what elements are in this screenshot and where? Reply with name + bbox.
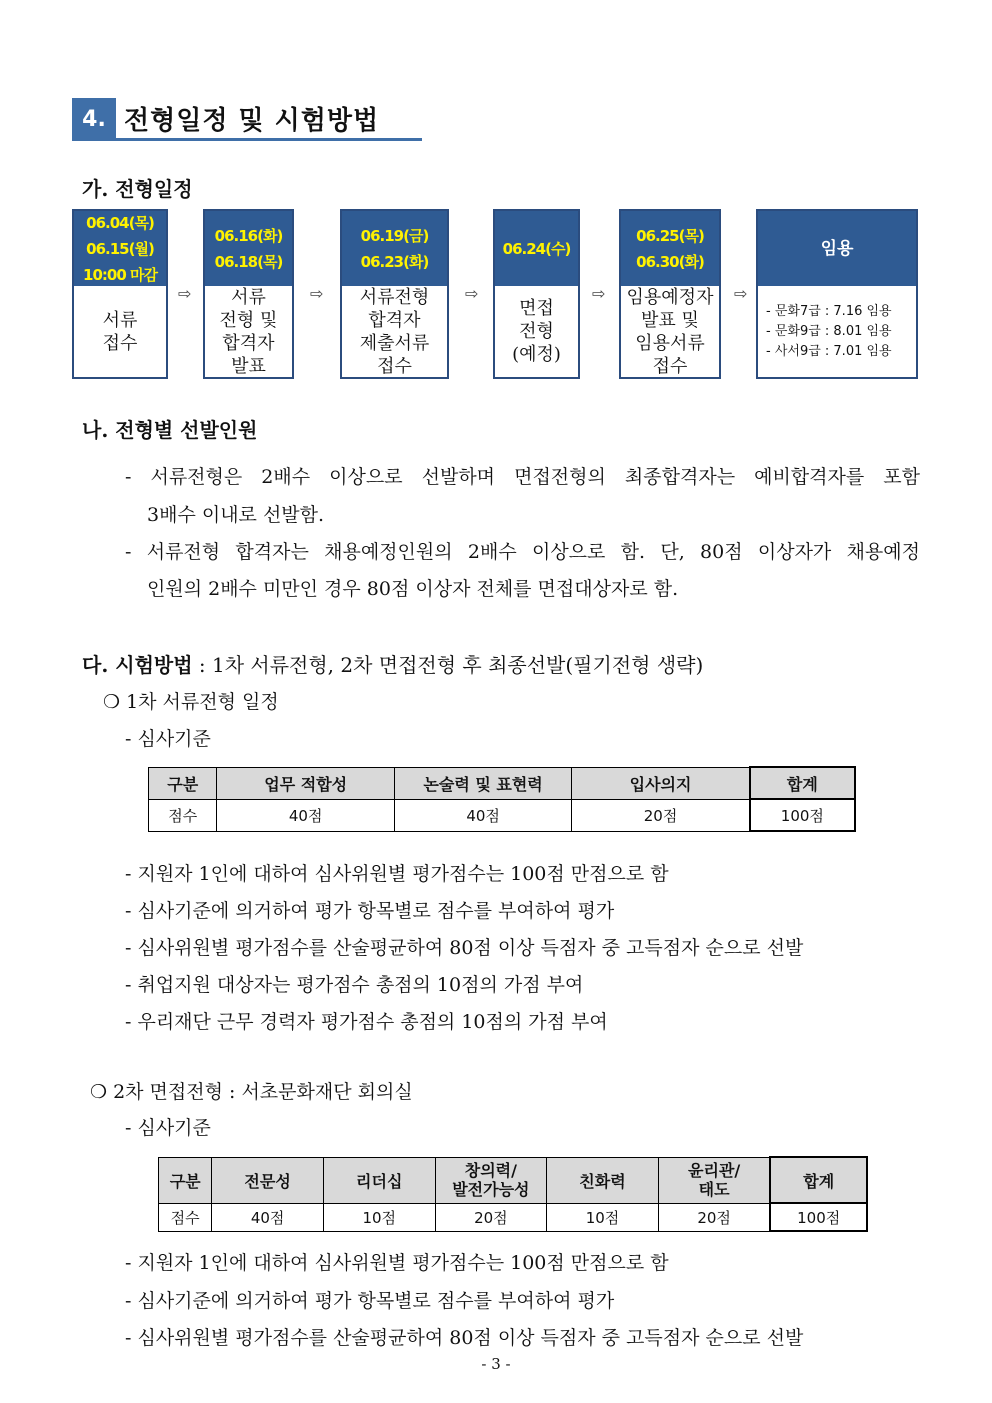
flow-label-line: 면접: [519, 298, 554, 319]
selection-line-1: - 서류전형은 2배수 이상으로 선발하며 면접전형의 최종합격자는 예비합격자를 포함: [125, 466, 920, 488]
header-leadership: 리더십: [323, 1157, 435, 1203]
flow-step-label: [758, 286, 916, 377]
flow-step-label: [495, 286, 578, 377]
header-category-2: 구분: [159, 1157, 212, 1203]
first-note-3: - 심사위원별 평가점수를 산술평균하여 80점 이상 득점자 중 고득점자 순으로 선발: [125, 937, 804, 959]
flow-label-line: 합격자: [368, 309, 421, 331]
flow-step-document-submission: [340, 209, 449, 379]
flow-date: 06.24(수): [502, 239, 571, 258]
header-total-2: 합계: [770, 1157, 867, 1203]
section-title: 전형일정 및 시험방법: [124, 106, 380, 136]
flow-date: 06.04(목): [86, 213, 154, 232]
flow-step-appointment: [756, 209, 918, 379]
flow-step-label: [621, 286, 719, 377]
flow-date: 06.16(화): [214, 226, 283, 245]
second-stage-table: [158, 1156, 868, 1232]
cell-category: 점수: [149, 799, 217, 831]
header-writing: 논술력 및 표현력: [394, 767, 571, 799]
first-stage-criteria: - 심사기준: [125, 728, 211, 750]
first-stage-title: ❍ 1차 서류전형 일정: [103, 691, 279, 713]
selection-line-2: 3배수 이내로 선발함.: [147, 504, 325, 526]
header-category: 구분: [149, 767, 217, 799]
flow-label-line: 서류: [102, 309, 138, 331]
flow-step-dates: [621, 211, 719, 286]
flow-arrow-icon: ⇨: [592, 284, 606, 303]
header-job-fit: 업무 적합성: [217, 767, 394, 799]
flow-label-line: 발표: [231, 355, 266, 377]
header-ethics: 윤리관/ 태도: [658, 1157, 770, 1203]
second-note-1: - 지원자 1인에 대하여 심사위원별 평가점수는 100점 만점으로 함: [125, 1252, 669, 1274]
page-number: - 3 -: [481, 1355, 511, 1373]
flow-step-dates: [205, 211, 292, 286]
flow-label-line: - 사서9급 : 7.01 임용: [766, 343, 892, 359]
cell-affinity: 10점: [547, 1203, 659, 1231]
selection-line-3: - 서류전형 합격자는 채용예정인원의 2배수 이상으로 함. 단, 80점 이상자가 채용예정: [125, 541, 920, 563]
flow-label-line: - 문화9급 : 8.01 임용: [766, 323, 892, 339]
flow-label-line: 전형: [519, 321, 554, 342]
flow-step-dates: [74, 211, 166, 286]
flow-date: 06.18(목): [214, 252, 283, 271]
flow-step-dates: [495, 211, 578, 286]
flow-label-line: 전형 및: [219, 309, 278, 331]
method-heading-label: 다. 시험방법: [82, 653, 193, 677]
flow-label-line: 서류전형: [359, 286, 430, 308]
header-expertise: 전문성: [212, 1157, 324, 1203]
flow-label-line: 임용서류: [635, 332, 705, 354]
section-number: 4.: [72, 98, 116, 140]
flow-arrow-icon: ⇨: [310, 284, 324, 303]
flow-date: 06.25(목): [636, 226, 704, 245]
flow-label-line: 제출서류: [359, 332, 430, 354]
method-heading: [82, 649, 703, 678]
flow-label-line: 접수: [652, 355, 688, 377]
flow-label-line: 접수: [377, 355, 412, 377]
flow-label-line: 합격자: [222, 332, 275, 354]
flow-arrow-icon: ⇨: [178, 284, 192, 303]
flow-step-label: [342, 286, 447, 377]
header-motivation: 입사의지: [572, 767, 750, 799]
cell-category-2: 점수: [159, 1203, 212, 1231]
cell-ethics: 20점: [658, 1203, 770, 1231]
cell-total-2: 100점: [770, 1203, 867, 1231]
flow-arrow-icon: ⇨: [465, 284, 479, 303]
cell-leadership: 10점: [323, 1203, 435, 1231]
flow-label-line: 임용예정자: [626, 286, 714, 308]
flow-date: 10:00 마감: [83, 265, 157, 284]
cell-creativity: 20점: [435, 1203, 547, 1231]
flow-label-line: (예정): [512, 344, 561, 365]
flow-label-line: 서류: [231, 286, 266, 308]
header-total: 합계: [750, 767, 855, 799]
flow-step-interview: [493, 209, 580, 379]
header-creativity: 창의력/ 발전가능성: [435, 1157, 547, 1203]
flow-arrow-icon: ⇨: [734, 284, 748, 303]
flow-date: 06.23(화): [360, 252, 429, 271]
flow-date: 06.19(금): [360, 226, 429, 245]
first-note-4: - 취업지원 대상자는 평가점수 총점의 10점의 가점 부여: [125, 974, 584, 996]
header-affinity: 친화력: [547, 1157, 659, 1203]
flow-date: 임용: [820, 238, 854, 259]
cell-motivation: 20점: [572, 799, 750, 831]
flow-step-application: [72, 209, 168, 379]
cell-expertise: 40점: [212, 1203, 324, 1231]
flow-date: 06.30(화): [636, 252, 704, 271]
schedule-heading: 가. 전형일정: [82, 177, 193, 201]
section-underline: [72, 138, 422, 141]
flow-step-appointment-notice: [619, 209, 721, 379]
flow-step-label: [74, 286, 166, 377]
second-note-3: - 심사위원별 평가점수를 산술평균하여 80점 이상 득점자 중 고득점자 순으로 선발: [125, 1327, 804, 1349]
second-stage-title: ❍ 2차 면접전형 : 서초문화재단 회의실: [90, 1081, 413, 1103]
selection-line-4: 인원의 2배수 미만인 경우 80점 이상자 전체를 면접대상자로 함.: [147, 578, 679, 600]
cell-total: 100점: [750, 799, 855, 831]
flow-step-screening-result: [203, 209, 294, 379]
flow-label-line: - 문화7급 : 7.16 임용: [766, 303, 892, 319]
flow-label-line: 접수: [102, 332, 138, 354]
flow-date: 06.15(월): [86, 239, 154, 258]
flow-label-line: 발표 및: [641, 309, 699, 331]
cell-job-fit: 40점: [217, 799, 394, 831]
second-stage-criteria: - 심사기준: [125, 1117, 211, 1139]
second-note-2: - 심사기준에 의거하여 평가 항목별로 점수를 부여하여 평가: [125, 1290, 615, 1312]
flow-step-label: [205, 286, 292, 377]
first-stage-table: [148, 766, 856, 832]
cell-writing: 40점: [394, 799, 571, 831]
first-note-5: - 우리재단 근무 경력자 평가점수 총점의 10점의 가점 부여: [125, 1011, 608, 1033]
selection-heading: 나. 전형별 선발인원: [82, 418, 258, 442]
flow-step-dates: [758, 211, 916, 286]
first-note-2: - 심사기준에 의거하여 평가 항목별로 점수를 부여하여 평가: [125, 900, 615, 922]
first-note-1: - 지원자 1인에 대하여 심사위원별 평가점수는 100점 만점으로 함: [125, 863, 669, 885]
flow-step-dates: [342, 211, 447, 286]
method-heading-rest: : 1차 서류전형, 2차 면접전형 후 최종선발(필기전형 생략): [192, 653, 704, 677]
